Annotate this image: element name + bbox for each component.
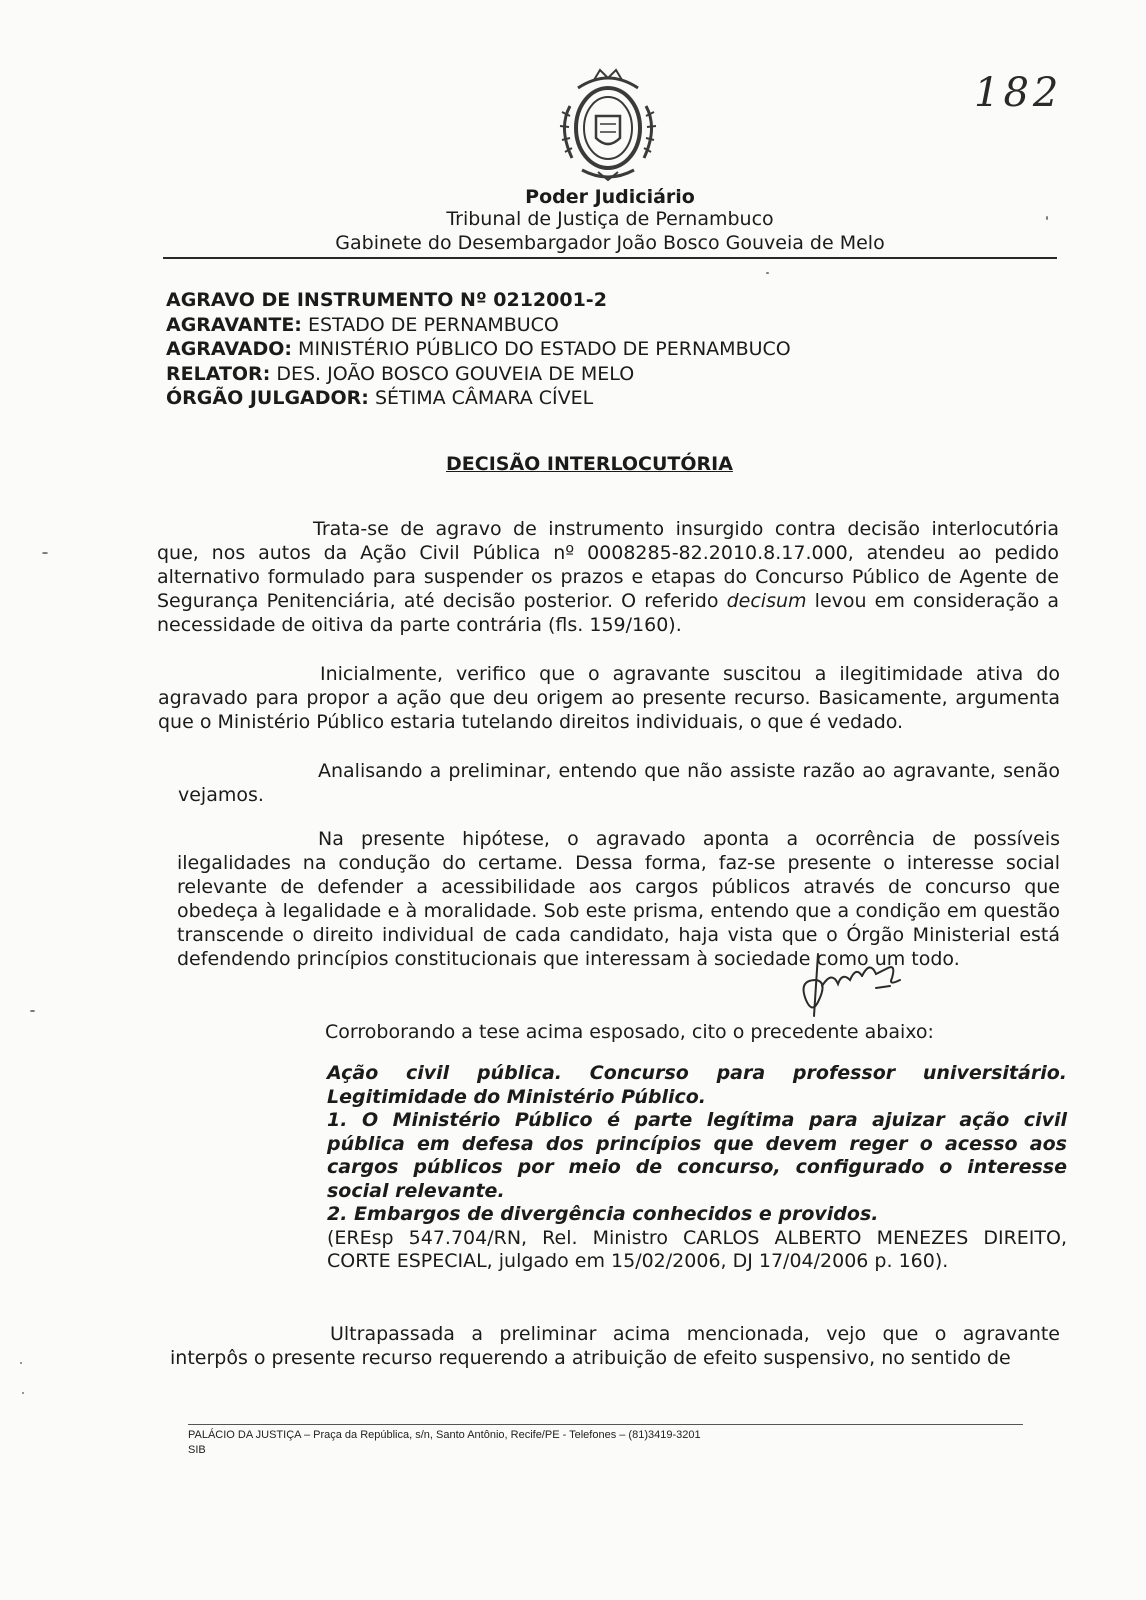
paragraph-4: Na presente hipótese, o agravado aponta a ocorrência de possíveis ilegalidades na condução do certame. Dessa forma, faz-se presente o interesse social relevante de defender a acessibilidade aos cargos públicos através de concurso que obedeça à legalidade e à moralidade. Sob este prisma, entendo que a condição em questão transcende o direito individual de cada candidato, haja vista que o Órgão Ministerial está defendendo princípios constitucionais que interessam à sociedade como um todo. bbox=[177, 828, 1060, 970]
relator-label: RELATOR: bbox=[166, 362, 271, 385]
page-footer bbox=[188, 1428, 701, 1458]
paragraph-3: Analisando a preliminar, entendo que não assiste razão ao agravante, senão vejamos. bbox=[178, 760, 1060, 806]
handwritten-signature-icon bbox=[792, 950, 912, 1020]
agravado-value: MINISTÉRIO PÚBLICO DO ESTADO DE PERNAMBUCO bbox=[298, 338, 791, 360]
scan-speck bbox=[22, 1392, 24, 1394]
handwritten-page-number: 182 bbox=[974, 70, 1063, 116]
orgao-value: SÉTIMA CÂMARA CÍVEL bbox=[374, 387, 594, 409]
tribunal-name: Tribunal de Justiça de Pernambuco bbox=[446, 208, 774, 230]
agravante-value: ESTADO DE PERNAMBUCO bbox=[307, 313, 559, 336]
quote-item-1: 1. O Ministério Público é parte legítima para ajuizar ação civil pública em defesa dos princípios que devem reger o acesso aos cargos públicos por meio de concurso, configurado o interesse social relevante. bbox=[327, 1109, 1067, 1202]
scan-speck bbox=[1046, 216, 1048, 220]
court-name: Poder Judiciário bbox=[525, 186, 695, 208]
scan-speck bbox=[20, 1362, 22, 1364]
document-title: DECISÃO INTERLOCUTÓRIA bbox=[446, 453, 733, 475]
footer-code: SIB bbox=[188, 1444, 206, 1456]
paragraph-5: Corroborando a tese acima esposado, cito o precedente abaixo: bbox=[325, 1021, 934, 1043]
paragraph-1-text-b: levou em consideração a necessidade de oitiva da parte contrária (fls. 159/160). bbox=[157, 590, 1059, 636]
quote-citation: (EREsp 547.704/RN, Rel. Ministro CARLOS ALBERTO MENEZES DIREITO, CORTE ESPECIAL, julgado em 15/02/2006, DJ 17/04/2006 p. 160). bbox=[327, 1226, 1067, 1272]
paragraph-1-emphasis: decisum bbox=[726, 590, 807, 612]
case-metadata bbox=[166, 288, 791, 411]
paragraph-2: Inicialmente, verifico que o agravante suscitou a ilegitimidade ativa do agravado para propor a ação que deu origem ao presente recurso. Basicamente, argumenta que o Ministério Público estaria tutelando direitos individuais, o que é vedado. bbox=[158, 663, 1060, 733]
case-number: AGRAVO DE INSTRUMENTO Nº 0212001-2 bbox=[166, 289, 607, 311]
orgao-label: ÓRGÃO JULGADOR: bbox=[166, 387, 369, 409]
header-divider bbox=[163, 257, 1057, 259]
quote-item-2: 2. Embargos de divergência conhecidos e providos. bbox=[327, 1203, 879, 1225]
agravante-label: AGRAVANTE: bbox=[166, 313, 302, 336]
paragraph-1 bbox=[157, 517, 1059, 637]
jurisprudence-quote bbox=[327, 1062, 1067, 1274]
footer-divider bbox=[188, 1424, 1023, 1425]
scan-speck bbox=[766, 272, 769, 274]
scan-speck bbox=[30, 1010, 35, 1012]
court-seal-icon bbox=[548, 66, 668, 186]
quote-heading: Ação civil pública. Concurso para professor universitário. bbox=[327, 1062, 1067, 1084]
relator-value: DES. JOÃO BOSCO GOUVEIA DE MELO bbox=[276, 362, 635, 385]
paragraph-6: Ultrapassada a preliminar acima mencionada, vejo que o agravante interpôs o presente recurso requerendo a atribuição de efeito suspensivo, no sentido de bbox=[170, 1323, 1060, 1369]
agravado-label: AGRAVADO: bbox=[166, 338, 292, 360]
quote-subheading: Legitimidade do Ministério Público. bbox=[327, 1085, 707, 1108]
scan-speck bbox=[42, 552, 48, 554]
paragraph-1-text-a: Trata-se de agravo de instrumento insurgido contra decisão interlocutória que, nos autos da Ação Civil Pública nº 0008285-82.2010.8.17.000, atendeu ao pedido alternativo formulado para suspender os prazos e etapas do Concurso Público de Agente de Segurança Penitenciária, até decisão posterior. O referido bbox=[157, 518, 1059, 612]
footer-address: PALÁCIO DA JUSTIÇA – Praça da República, s/n, Santo Antônio, Recife/PE - Telefones – (81)3419-3201 bbox=[188, 1429, 701, 1441]
cabinet-name: Gabinete do Desembargador João Bosco Gouveia de Melo bbox=[335, 232, 885, 254]
